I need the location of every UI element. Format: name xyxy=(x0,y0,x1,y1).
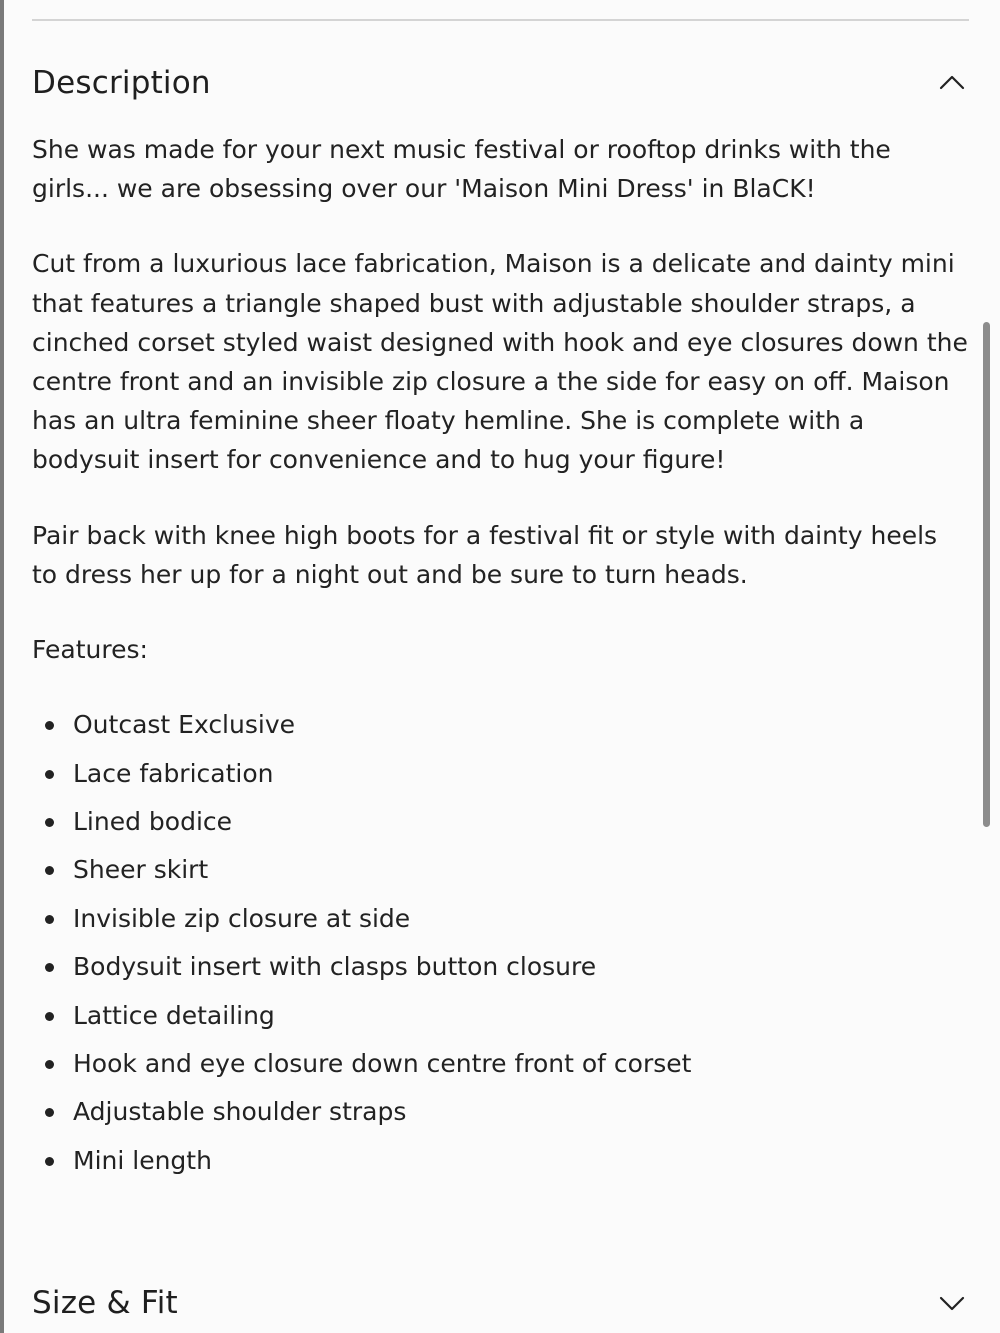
description-paragraph: She was made for your next music festival or rooftop drinks with the girls... we are obsessing over our 'Maison Mini Dress' in BlaCK! xyxy=(32,135,891,204)
bullet-icon xyxy=(45,1108,54,1117)
bullet-icon xyxy=(45,1012,54,1021)
features-label: Features: xyxy=(32,635,148,665)
section-divider xyxy=(32,19,969,21)
description-paragraph: Pair back with knee high boots for a festival fit or style with dainty heels to dress her up for a night out and be sure to turn heads. xyxy=(32,520,938,589)
feature-item-label: Lined bodice xyxy=(73,807,233,837)
bullet-icon xyxy=(45,818,54,827)
size-fit-title: Size & Fit xyxy=(32,1285,178,1321)
feature-item xyxy=(32,850,969,898)
scrollbar-thumb[interactable] xyxy=(983,322,990,827)
feature-item-label: Invisible zip closure at side xyxy=(73,903,411,933)
feature-item-label: Sheer skirt xyxy=(73,855,209,885)
bullet-icon xyxy=(45,1157,54,1166)
feature-item xyxy=(32,947,969,995)
description-title: Description xyxy=(32,65,211,101)
feature-item xyxy=(32,1092,969,1140)
feature-item-label: Lace fabrication xyxy=(73,758,274,788)
window-left-edge xyxy=(0,0,4,1333)
bullet-icon xyxy=(45,721,54,730)
feature-item-label: Bodysuit insert with clasps button closure xyxy=(73,952,597,982)
bullet-icon xyxy=(45,770,54,779)
feature-item xyxy=(32,1141,969,1189)
feature-item xyxy=(32,754,969,802)
size-fit-accordion-header[interactable] xyxy=(32,1280,969,1326)
feature-item xyxy=(32,996,969,1044)
bullet-icon xyxy=(45,915,54,924)
feature-item xyxy=(32,705,969,753)
chevron-up-icon[interactable] xyxy=(935,66,969,100)
feature-item-label: Hook and eye closure down centre front of corset xyxy=(73,1048,692,1078)
bullet-icon xyxy=(45,1060,54,1069)
bullet-icon xyxy=(45,866,54,875)
bullet-icon xyxy=(45,963,54,972)
feature-item-label: Mini length xyxy=(73,1145,212,1175)
features-list xyxy=(32,705,969,1189)
description-content xyxy=(32,130,969,1189)
feature-item-label: Adjustable shoulder straps xyxy=(73,1097,407,1127)
feature-item xyxy=(32,802,969,850)
feature-item xyxy=(32,1044,969,1092)
description-paragraph: Cut from a luxurious lace fabrication, Maison is a delicate and dainty mini that features a triangle shaped bust with adjustable shoulder straps, a cinched corset styled waist designed with hook and eye closures down the centre front and an invisible zip closure a the side for easy on off. Maison has an ultra feminine sheer floaty hemline. She is complete with a bodysuit insert for convenience and to hug your figure! xyxy=(32,249,968,475)
description-accordion-header[interactable] xyxy=(32,60,969,106)
feature-item xyxy=(32,899,969,947)
feature-item-label: Outcast Exclusive xyxy=(73,710,295,740)
chevron-down-icon[interactable] xyxy=(935,1286,969,1320)
feature-item-label: Lattice detailing xyxy=(73,1000,275,1030)
